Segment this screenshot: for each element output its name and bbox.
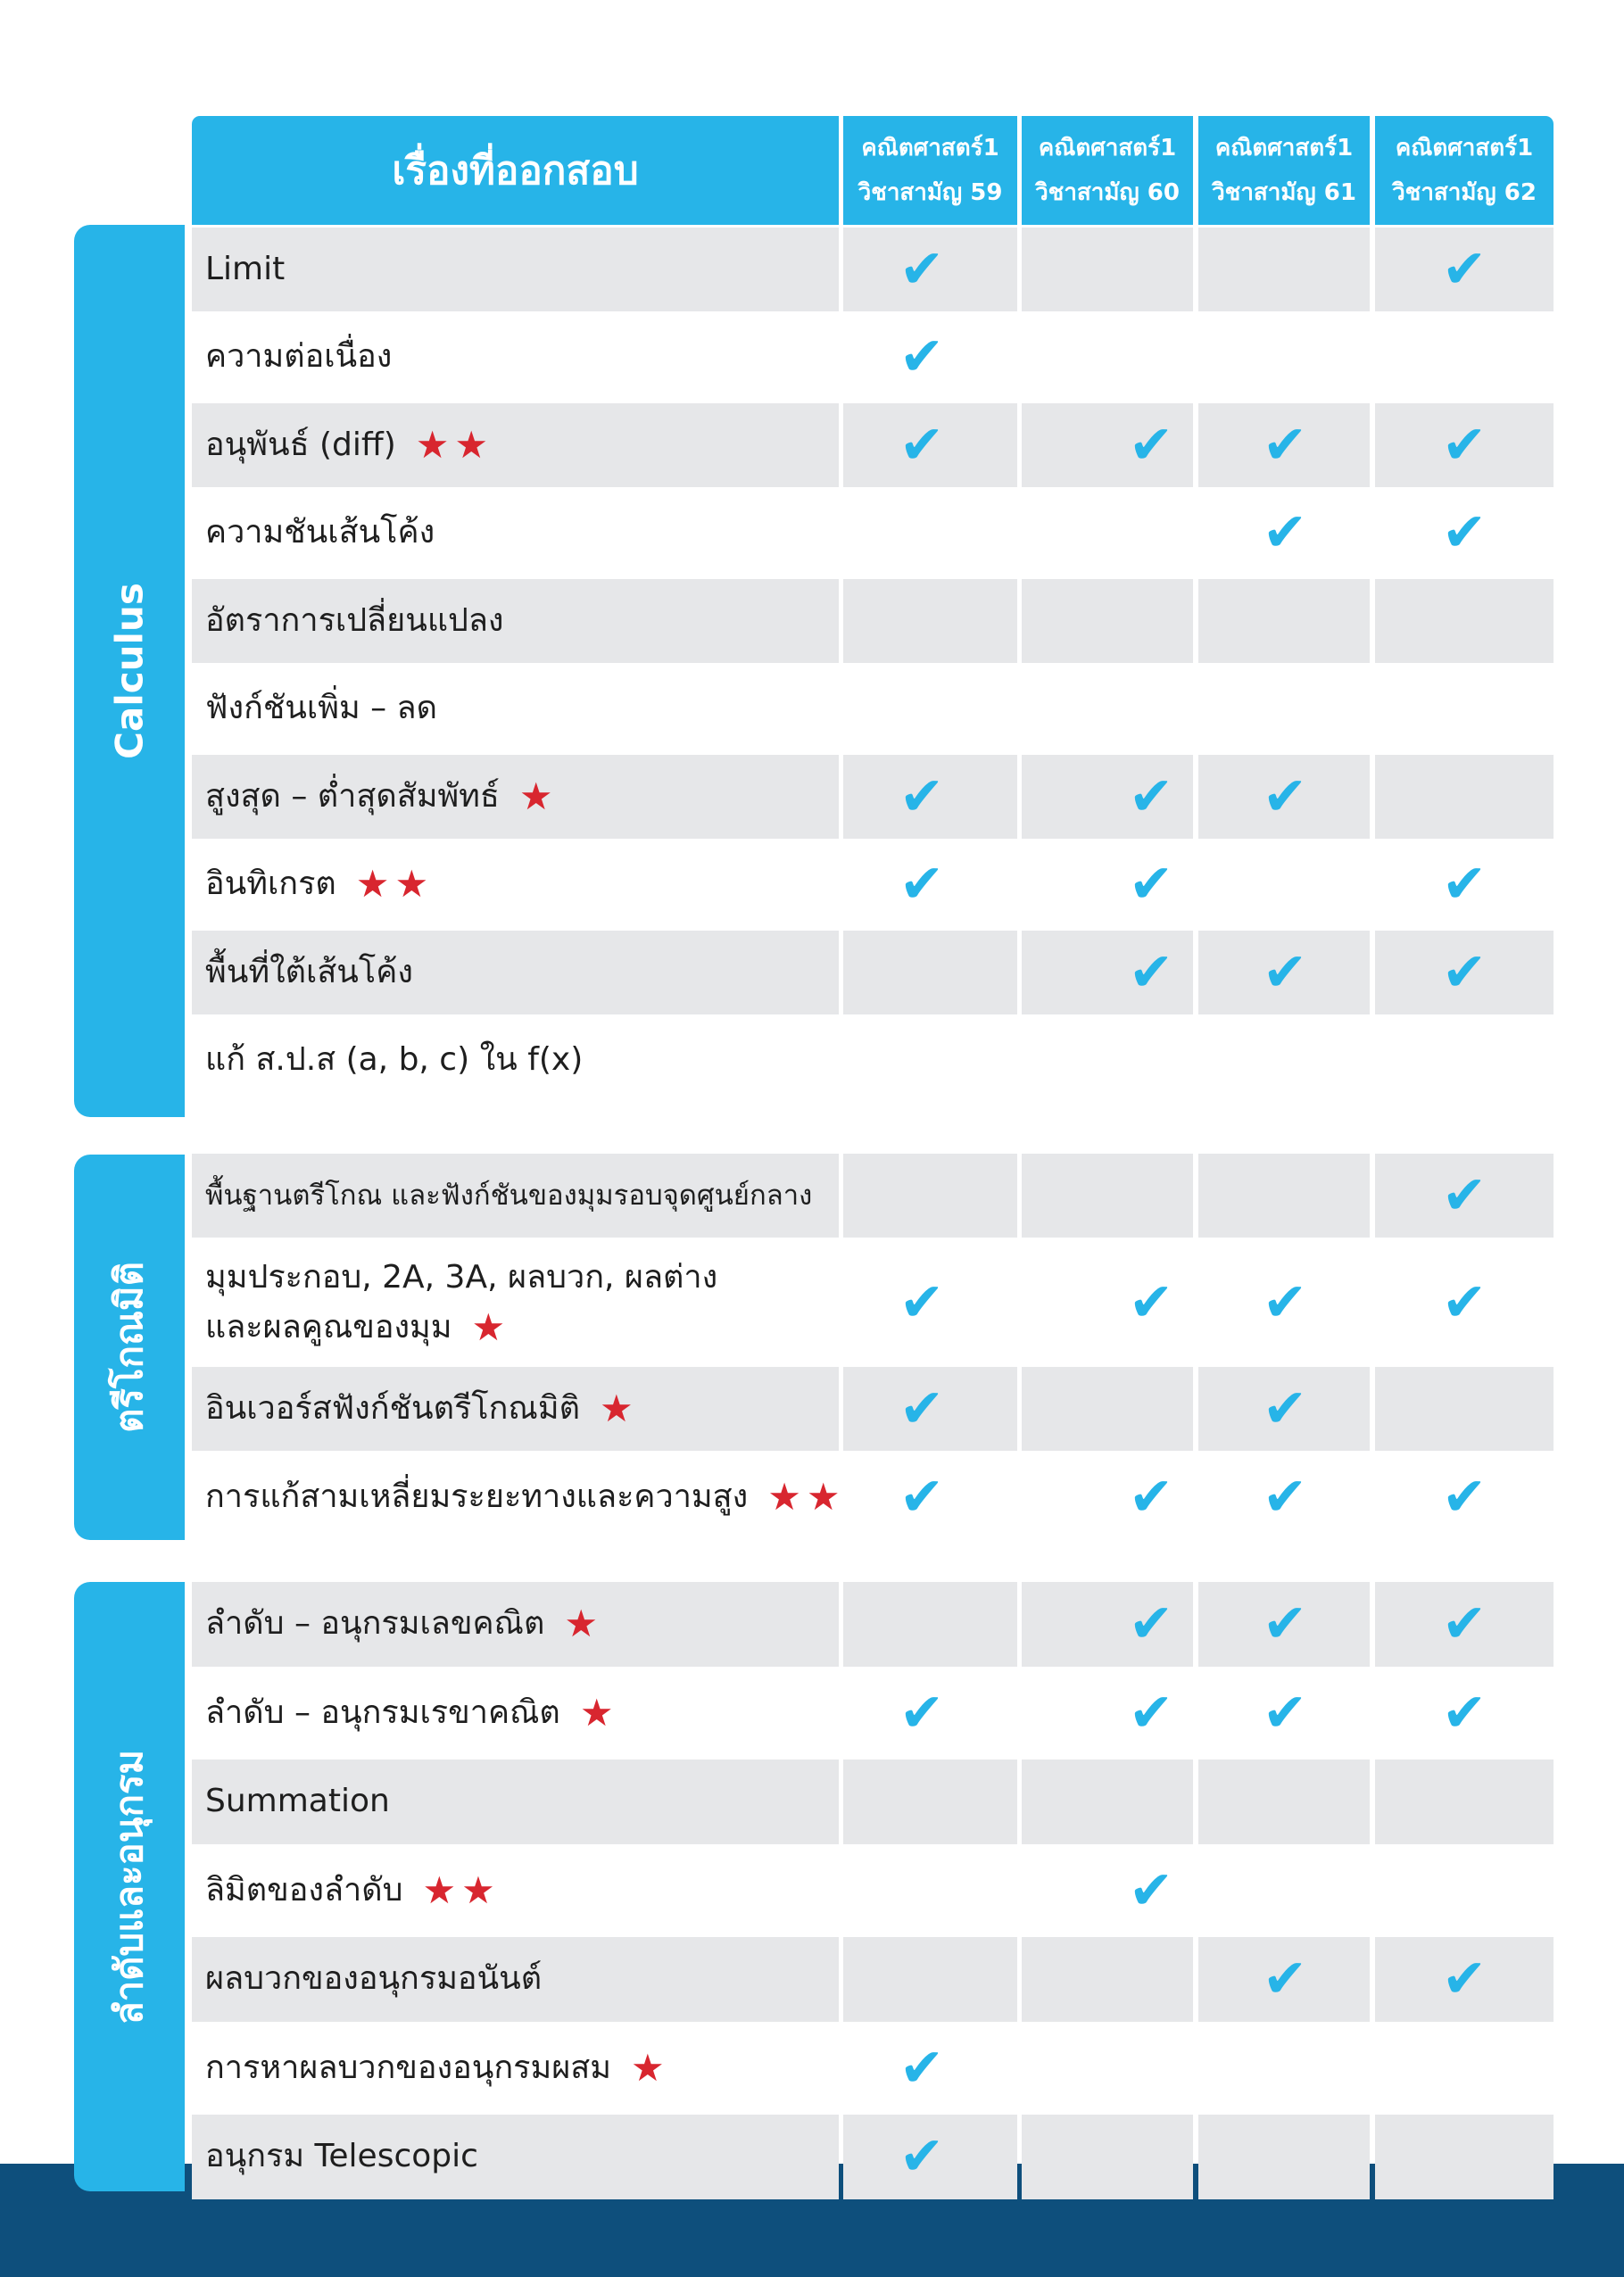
check-mark-icon: ✔ <box>1441 1466 1487 1528</box>
check-mark-icon: ✔ <box>1128 1681 1174 1744</box>
table-row <box>0 1019 1624 1103</box>
importance-stars <box>631 2045 665 2090</box>
check-mark-icon: ✔ <box>1441 940 1487 1004</box>
column-header-line2: วิชาสามัญ 59 <box>858 179 1003 206</box>
check-mark-icon: ✔ <box>1128 413 1174 476</box>
topic-line-text: อนุกรม Telescopic <box>205 2138 478 2175</box>
table-row <box>0 667 1624 751</box>
topic-name <box>205 2026 857 2111</box>
table-cell <box>1375 579 1554 663</box>
column-header-line2: วิชาสามัญ 60 <box>1035 179 1180 206</box>
topic-name <box>205 1937 857 2022</box>
check-mark-icon: ✔ <box>1128 940 1174 1004</box>
table-cell <box>1375 2026 1554 2111</box>
table-row <box>0 1671 1624 1756</box>
exam-column-header-62 <box>1375 116 1554 225</box>
star-icon: ★ <box>471 1304 506 1349</box>
column-header-line1: คณิตศาสตร์1 <box>1214 135 1354 161</box>
table-row <box>0 1367 1624 1451</box>
star-icon: ★ <box>631 2045 665 2090</box>
table-cell <box>1198 667 1370 751</box>
topic-line-text: มุมประกอบ, 2A, 3A, ผลบวก, ผลต่าง <box>205 1258 718 1296</box>
check-mark-icon: ✔ <box>1262 940 1308 1004</box>
topic-line <box>205 1599 857 1649</box>
table-row <box>0 316 1624 400</box>
table-row <box>0 1760 1624 1844</box>
topic-name <box>205 1455 857 1539</box>
topic-line <box>205 1384 857 1434</box>
check-mark-icon: ✔ <box>1128 1859 1174 1922</box>
topic-name <box>205 316 857 400</box>
table-cell <box>1022 1154 1193 1238</box>
column-header-line1: คณิตศาสตร์1 <box>1038 135 1177 161</box>
star-icon: ★ <box>422 1867 457 1912</box>
topic-line <box>205 2043 857 2093</box>
topic-line <box>205 1171 857 1221</box>
table-row <box>0 931 1624 1014</box>
table-cell <box>843 667 1017 751</box>
topic-line <box>205 859 857 909</box>
table-cell <box>1198 228 1370 311</box>
check-mark-icon: ✔ <box>1128 765 1174 828</box>
table-cell <box>1198 1849 1370 1933</box>
column-header-line1: คณิตศาสตร์1 <box>1395 135 1534 161</box>
table-row <box>0 1154 1624 1238</box>
topic-name <box>205 667 857 751</box>
check-mark-icon: ✔ <box>1128 853 1174 916</box>
topic-name <box>205 228 857 311</box>
topic-name <box>205 1367 857 1451</box>
topic-line <box>205 244 857 294</box>
check-mark-icon: ✔ <box>1262 413 1308 476</box>
check-mark-icon: ✔ <box>1262 1948 1308 2011</box>
table-cell <box>843 1154 1017 1238</box>
table-row <box>0 579 1624 663</box>
topic-line-text: ฟังก์ชันเพิ่ม – ลด <box>205 690 437 727</box>
topic-line-text: การหาผลบวกของอนุกรมผสม <box>205 2049 612 2086</box>
check-mark-icon: ✔ <box>899 1378 945 1440</box>
importance-stars <box>422 1867 495 1912</box>
topic-header-label: เรื่องที่ออกสอบ <box>392 148 639 194</box>
table-cell <box>843 1582 1017 1667</box>
check-mark-icon: ✔ <box>1262 1681 1308 1744</box>
topic-name <box>205 755 857 839</box>
importance-stars <box>767 1475 841 1519</box>
topic-name <box>205 1019 857 1103</box>
topic-line-text: พื้นที่ใต้เส้นโค้ง <box>205 953 413 990</box>
importance-stars <box>579 1690 614 1735</box>
table-cell <box>1198 1019 1370 1103</box>
check-mark-icon: ✔ <box>1441 853 1487 916</box>
table-cell <box>843 1849 1017 1933</box>
table-cell <box>1375 667 1554 751</box>
importance-stars <box>355 862 429 907</box>
check-mark-icon: ✔ <box>899 853 945 916</box>
check-mark-icon: ✔ <box>899 1271 945 1334</box>
topic-line <box>205 772 857 822</box>
check-mark-icon: ✔ <box>1262 1378 1308 1440</box>
star-icon: ★ <box>461 1867 495 1912</box>
check-mark-icon: ✔ <box>1262 765 1308 828</box>
topic-line-text: การแก้สามเหลี่ยมระยะทางและความสูง <box>205 1478 749 1515</box>
table-cell <box>843 1760 1017 1844</box>
table-cell <box>843 579 1017 663</box>
table-row <box>0 1849 1624 1933</box>
table-row <box>0 228 1624 311</box>
topic-line-text: แก้ ส.ป.ส (a, b, c) ใน f(x) <box>205 1041 584 1079</box>
table-cell <box>1022 1937 1193 2022</box>
star-icon: ★ <box>415 422 450 467</box>
topic-line-text: อัตราการเปลี่ยนแปลง <box>205 601 504 639</box>
check-mark-icon: ✔ <box>1441 1164 1487 1227</box>
category-label: ตรีโกณมิติ <box>107 1262 151 1433</box>
exam-column-header-61 <box>1198 116 1370 225</box>
topic-name <box>205 931 857 1014</box>
topic-line-text: Limit <box>205 250 286 287</box>
importance-stars <box>415 422 489 467</box>
topic-name <box>205 492 857 575</box>
table-row <box>0 1937 1624 2022</box>
topic-line <box>205 332 857 382</box>
check-mark-icon: ✔ <box>899 237 945 301</box>
check-mark-icon: ✔ <box>1128 1593 1174 1656</box>
topic-line-text: ลำดับ – อนุกรมเรขาคณิต <box>205 1693 560 1731</box>
topic-name <box>205 1154 857 1238</box>
exam-column-header-59 <box>843 116 1017 225</box>
table-row <box>0 843 1624 927</box>
star-icon: ★ <box>518 774 553 818</box>
check-mark-icon: ✔ <box>899 2125 945 2189</box>
check-mark-icon: ✔ <box>1441 1948 1487 2011</box>
table-row <box>0 755 1624 839</box>
importance-stars <box>564 1602 598 1646</box>
topic-line-text: อินเวอร์สฟังก์ชันตรีโกณมิติ <box>205 1390 580 1427</box>
star-icon: ★ <box>599 1387 634 1430</box>
table-cell <box>1022 316 1193 400</box>
table-row <box>0 1242 1624 1362</box>
topic-line-text: พื้นฐานตรีโกณ และฟังก์ชันของมุมรอบจุดศูนย์กลาง <box>205 1180 813 1212</box>
topic-column-header <box>192 116 839 225</box>
table-row <box>0 403 1624 487</box>
table-cell <box>1022 579 1193 663</box>
column-header-line2: วิชาสามัญ 61 <box>1212 179 1356 206</box>
table-cell <box>1022 2115 1193 2199</box>
star-icon: ★ <box>767 1475 801 1519</box>
topic-line <box>205 1472 857 1522</box>
table-cell <box>843 1019 1017 1103</box>
topic-line-text: ผลบวกของอนุกรมอนันต์ <box>205 1960 543 1998</box>
check-mark-icon: ✔ <box>899 1681 945 1744</box>
table-cell <box>1198 316 1370 400</box>
topic-name <box>205 1760 857 1844</box>
topic-name <box>205 1582 857 1667</box>
table-row <box>0 1455 1624 1539</box>
check-mark-icon: ✔ <box>1441 1271 1487 1334</box>
topic-line <box>205 948 857 998</box>
topic-line-text: สูงสุด – ต่ำสุดสัมพัทธ์ <box>205 777 500 815</box>
table-cell <box>1022 2026 1193 2111</box>
topic-line <box>205 1253 857 1303</box>
check-mark-icon: ✔ <box>1441 1593 1487 1656</box>
check-mark-icon: ✔ <box>1441 413 1487 476</box>
check-mark-icon: ✔ <box>1262 1593 1308 1656</box>
check-mark-icon: ✔ <box>899 326 945 389</box>
category-label: Calculus <box>107 583 152 759</box>
topic-line <box>205 1954 857 2004</box>
topic-line <box>205 1866 857 1916</box>
check-mark-icon: ✔ <box>899 413 945 476</box>
check-mark-icon: ✔ <box>1262 501 1308 565</box>
table-cell <box>1022 228 1193 311</box>
table-cell <box>1375 1367 1554 1451</box>
topic-line <box>205 508 857 558</box>
category-label: ลำดับและอนุกรม <box>107 1749 151 2024</box>
topic-line-text: ความชันเส้นโค้ง <box>205 514 435 551</box>
table-cell <box>1022 1760 1193 1844</box>
topic-line-text: Summation <box>205 1783 390 1820</box>
importance-stars <box>471 1304 506 1349</box>
table-cell <box>843 931 1017 1014</box>
topic-line-text: อนุพันธ์ (diff) <box>205 426 396 463</box>
topic-line <box>205 683 857 733</box>
check-mark-icon: ✔ <box>1262 1271 1308 1334</box>
table-cell <box>1022 667 1193 751</box>
topic-name <box>205 579 857 663</box>
topic-line <box>205 420 857 470</box>
importance-stars <box>518 774 553 818</box>
star-icon: ★ <box>564 1602 598 1646</box>
table-cell <box>1198 1760 1370 1844</box>
table-cell <box>1198 579 1370 663</box>
topic-line-text: ลำดับ – อนุกรมเลขคณิต <box>205 1605 545 1643</box>
star-icon: ★ <box>579 1690 614 1735</box>
check-mark-icon: ✔ <box>1262 1466 1308 1528</box>
star-icon: ★ <box>454 422 489 467</box>
topic-line <box>205 596 857 646</box>
check-mark-icon: ✔ <box>1441 1681 1487 1744</box>
table-cell <box>1375 755 1554 839</box>
topic-name <box>205 403 857 487</box>
topic-name <box>205 1242 857 1362</box>
check-mark-icon: ✔ <box>899 2036 945 2099</box>
topic-name <box>205 843 857 927</box>
table-cell <box>1375 1019 1554 1103</box>
table-cell <box>1022 1019 1193 1103</box>
check-mark-icon: ✔ <box>1441 501 1487 565</box>
exam-column-header-60 <box>1022 116 1193 225</box>
star-icon: ★ <box>355 862 390 907</box>
table-cell <box>843 492 1017 575</box>
table-cell <box>843 1937 1017 2022</box>
table-row <box>0 2026 1624 2111</box>
table-cell <box>1198 2115 1370 2199</box>
topic-name <box>205 1671 857 1756</box>
table-row <box>0 492 1624 575</box>
table-row <box>0 2115 1624 2199</box>
check-mark-icon: ✔ <box>899 1466 945 1528</box>
star-icon: ★ <box>394 862 429 907</box>
table-cell <box>1198 2026 1370 2111</box>
table-cell <box>1198 843 1370 927</box>
topic-name <box>205 2115 857 2199</box>
check-mark-icon: ✔ <box>1441 237 1487 301</box>
column-header-line1: คณิตศาสตร์1 <box>861 135 999 161</box>
table-cell <box>1375 1760 1554 1844</box>
table-cell <box>1375 316 1554 400</box>
topic-line-text: อินทิเกรต <box>205 865 336 903</box>
topic-name <box>205 1849 857 1933</box>
topic-line <box>205 1688 857 1738</box>
check-mark-icon: ✔ <box>1128 1466 1174 1528</box>
table-cell <box>1198 1154 1370 1238</box>
topic-line <box>205 1776 857 1826</box>
check-mark-icon: ✔ <box>899 765 945 828</box>
topic-line <box>205 2132 857 2182</box>
table-cell <box>1022 492 1193 575</box>
star-icon: ★ <box>806 1475 841 1519</box>
topic-line-text: ความต่อเนื่อง <box>205 338 393 376</box>
topic-line-text: และผลคูณของมุม <box>205 1308 452 1346</box>
importance-stars <box>599 1387 634 1430</box>
topic-line-text: ลิมิตของลำดับ <box>205 1871 403 1909</box>
check-mark-icon: ✔ <box>1128 1271 1174 1334</box>
topic-line <box>205 1035 857 1085</box>
table-cell <box>1375 2115 1554 2199</box>
table-row <box>0 1582 1624 1667</box>
topic-line <box>205 1303 857 1353</box>
table-cell <box>1375 1849 1554 1933</box>
table-cell <box>1022 1367 1193 1451</box>
column-header-line2: วิชาสามัญ 62 <box>1392 179 1537 206</box>
